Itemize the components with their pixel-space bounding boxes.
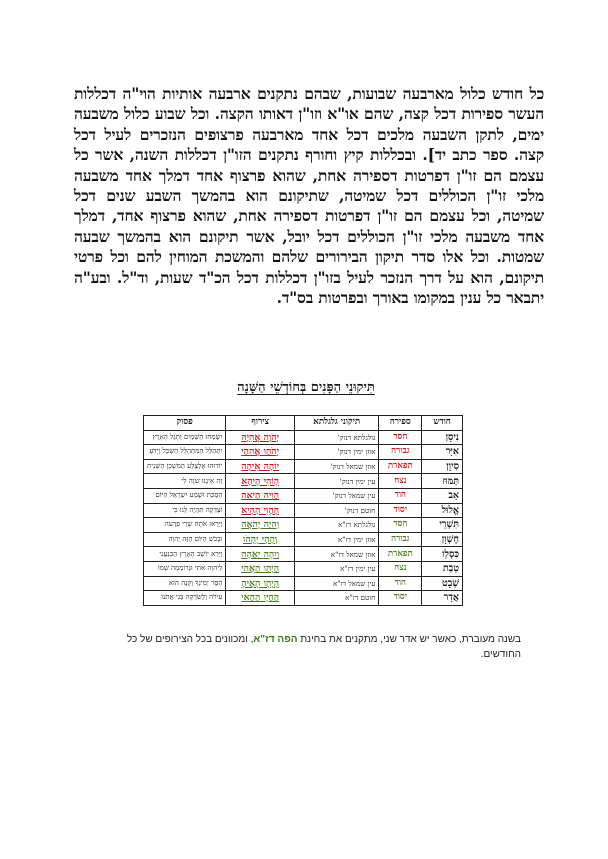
- tikun-cell: גולגלתא דנוק': [294, 430, 378, 445]
- month-cell: אֱלוּל: [422, 503, 463, 518]
- tzeruf-cell: הָיְהָו הָאֲהִי: [226, 561, 295, 576]
- month-cell: כִּסְלֵו: [422, 547, 463, 562]
- tzeruf-cell: הָהָוִי הָהָיא: [226, 503, 295, 518]
- sefira-cell: הוד: [379, 488, 422, 503]
- table-row: [144, 532, 463, 547]
- tzeruf-cell: הָוֹהִי הָיהָא: [226, 474, 295, 489]
- sefira-cell: חסד: [379, 430, 422, 445]
- month-cell: סִיוָן: [422, 459, 463, 474]
- pasuk-cell: וַיַּרְא יוֹשֵׁב הָאָרֶץ הַכְּנַעֲנִי: [144, 547, 226, 562]
- tikun-cell: עין ימין דנוק': [294, 474, 378, 489]
- table-row: [144, 547, 463, 562]
- table-row: [144, 488, 463, 503]
- month-cell: אֲדָר: [422, 591, 463, 606]
- pasuk-cell: הַסְכֵּת וּשְׁמַע יִשְׂרָאֵל הַיּוֹם: [144, 488, 226, 503]
- pasuk-cell: יוֹדוּהוּ אֶלְצֶלַע הַמִּשְׁכָּן הַשֵּׁנִית: [144, 459, 226, 474]
- month-cell: שְׁבָט: [422, 576, 463, 591]
- tzeruf-cell: יְהֹהָו אֲהִהָי: [226, 445, 295, 460]
- sefira-cell: יסוד: [379, 591, 422, 606]
- pasuk-cell: זֶה אֵינֶנּוּ שֹׁוֶה לִי: [144, 474, 226, 489]
- pasuk-cell: יִתְהַלֵּל הַמִּתְהַלֵּל הַשְׂכֵּל וְיָדֹעַ: [144, 445, 226, 460]
- tzeruf-cell: וְהָהָי יְהָהֹו: [226, 532, 295, 547]
- header-month: חודש: [422, 416, 463, 431]
- header-sefira: ספירה: [379, 416, 422, 431]
- tzeruf-cell: יוֹהָה אִיהָה: [226, 459, 295, 474]
- months-table: [143, 415, 463, 606]
- tikun-cell: אוזן ימין דז"א: [294, 532, 378, 547]
- tikun-cell: גולגלתא דז"א: [294, 518, 378, 533]
- table-title: תִּיקוּנֵי הַפָּנִים בְּחוֹדְשֵׁי הַשָּׁנָה: [237, 380, 375, 395]
- table-row: [144, 445, 463, 460]
- pasuk-cell: וּבְכֹשׁ הַיּוֹם הַזֶּה יְהוָה: [144, 532, 226, 547]
- month-cell: טֵבֵת: [422, 561, 463, 576]
- sefira-cell: תפארת: [379, 547, 422, 562]
- tzeruf-cell: יְהֹוָה אֲהִיָה: [226, 430, 295, 445]
- pasuk-cell: לַיהוָה אִתִּי וּנְרוֹמְמָה שְׁמוֹ: [144, 561, 226, 576]
- header-tikun: תיקוני גלגלתא: [294, 416, 378, 431]
- header-tzeruf: צירוף: [226, 416, 295, 431]
- tikun-cell: עין שמאל דז"א: [294, 576, 378, 591]
- table-row: [144, 430, 463, 445]
- header-pasuk: פסוק: [144, 416, 226, 431]
- sefira-cell: תפארת: [379, 459, 422, 474]
- table-row: [144, 576, 463, 591]
- month-cell: אָב: [422, 488, 463, 503]
- month-cell: חֶשְׁוָן: [422, 532, 463, 547]
- sefira-cell: נצח: [379, 474, 422, 489]
- pasuk-cell: עִירֹה וְלַשֹּׂרֵקָה בְּנִי אֲתֹנוֹ: [144, 591, 226, 606]
- table-row: [144, 591, 463, 606]
- table-row: [144, 459, 463, 474]
- tikun-cell: חוטם דנוק': [294, 503, 378, 518]
- note-text-after: , ומכוונים בכל הצירופים של כל החודשים.: [126, 634, 521, 660]
- table-row: [144, 503, 463, 518]
- body-paragraph: כל חודש כלול מארבעה שבועות, שבהם נתקנים ארבעה אותיות הוי"ה דכללות העשר ספירות דכל קצה, שהם או"א וזו"ן דאותו הקצה. וכל שבוע כלול משבעה ימים, לתקן השבעה מלכים דכל אחד מארבעה פרצופים הנזכרים לעיל דכל קצה. ספר כתב יד]. ובכללות קיץ וחורף נתקנים הזו"ן דכללות השנה, אשר כל עצמם הם זו"ן דפרטות דספירה אחת, שהוא פרצוף אחד דמלך אחד משבעה מלכי זו"ן הכוללים דכל שמיטה, שתיקונם הוא בהמשך השבע שנים דכל שמיטה, וכל עצמם הם זו"ן דפרטות דספירה אחת, שהוא פרצוף אחד, דמלך אחד משבעה מלכי זו"ן הכוללים דכל יובל, אשר תיקונם הוא בהמשך שבעה שמטות. וכל אלו סדר תיקון הבירורים שלהם והמשכת המוחין להם וכל פרטי תיקונם, הוא על דרך הנזכר לעיל בזו"ן דכללות דכל הכ"ד שעות, וד"ל. ובע"ה יתבאר כל ענין במקומו באורך ובפרטות בס"ד.: [74, 84, 544, 308]
- pasuk-cell: הַסֵּר יְמִינְךָ וְקָנֶה הוּא: [144, 576, 226, 591]
- tzeruf-cell: הָיְהָו הָאֲיהָ: [226, 576, 295, 591]
- pasuk-cell: וּצְדָקָה תִּהְיֶה לָּנוּ כִּי: [144, 503, 226, 518]
- leap-year-note: [88, 632, 521, 662]
- tzeruf-cell: וְהִיָה יְהֹאֲה: [226, 518, 295, 533]
- sefira-cell: נצח: [379, 561, 422, 576]
- sefira-cell: גבורה: [379, 445, 422, 460]
- sefira-cell: יסוד: [379, 503, 422, 518]
- sefira-cell: הוד: [379, 576, 422, 591]
- tzeruf-cell: הָוִיה הָיאָה: [226, 488, 295, 503]
- tzeruf-cell: וְיִהָה יְאֲהָה: [226, 547, 295, 562]
- table-header-row: [144, 416, 463, 431]
- note-text-before: בשנה מעוברת, כאשר יש אדר שני, מתקנים את בחינת: [297, 634, 521, 645]
- table-row: [144, 474, 463, 489]
- month-cell: תַּמּוּז: [422, 474, 463, 489]
- tikun-cell: אוזן ימין דנוק': [294, 445, 378, 460]
- month-cell: נִיסָן: [422, 430, 463, 445]
- tzeruf-cell: הָהָיְו הָהָאִי: [226, 591, 295, 606]
- tikun-cell: אוזן שמאל דנוק': [294, 459, 378, 474]
- table-row: [144, 561, 463, 576]
- note-highlight: הפה דז"א: [253, 634, 298, 645]
- table-row: [144, 518, 463, 533]
- month-cell: אִיָּר: [422, 445, 463, 460]
- pasuk-cell: יִשְׂמְחוּ הַשָּׁמַיִם וְתָגֵל הָאָרֶץ: [144, 430, 226, 445]
- tikun-cell: חוטם דז"א: [294, 591, 378, 606]
- month-cell: תִּשְׁרֵי: [422, 518, 463, 533]
- tikun-cell: עין ימין דז"א: [294, 561, 378, 576]
- sefira-cell: גבורה: [379, 532, 422, 547]
- sefira-cell: חסד: [379, 518, 422, 533]
- tikun-cell: אוזן שמאל דז"א: [294, 547, 378, 562]
- pasuk-cell: וַיַּרְאוּ אֹתָהּ שָׂרֵי פַרְעֹה: [144, 518, 226, 533]
- tikun-cell: עין שמאל דנוק': [294, 488, 378, 503]
